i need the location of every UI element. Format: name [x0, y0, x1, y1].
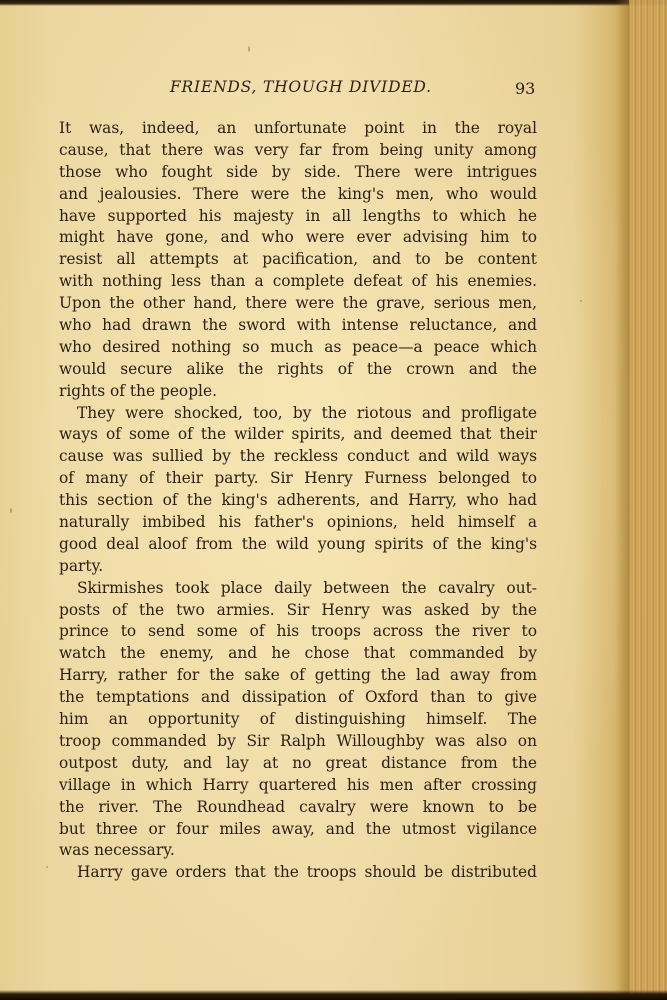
text-line: village in which Harry quartered his men after crossing — [59, 775, 537, 794]
text-line: watch the enemy, and he chose that commanded by — [59, 644, 537, 663]
text-line: who had drawn the sword with intense reluctance, and — [59, 316, 537, 335]
text-line: Harry gave orders that the troops should be distributed — [77, 863, 537, 882]
text-line: outpost duty, and lay at no great distance from the — [59, 753, 537, 772]
text-line: It was, indeed, an unfortunate point in the royal — [59, 119, 537, 137]
text-line: cause, that there was very far from being unity among — [59, 140, 537, 159]
page-bottom-edge — [0, 990, 667, 1000]
text-line: with nothing less than a complete defeat of his enemies. — [59, 272, 537, 291]
page-number: 93 — [515, 79, 536, 98]
text-line: cause was sullied by the reckless conduct and wild ways — [59, 447, 537, 466]
text-line: troop commanded by Sir Ralph Willoughby was also on — [59, 731, 537, 750]
page-stack-edge — [629, 0, 667, 1000]
text-line: him an opportunity of distinguishing himself. The — [59, 710, 537, 729]
text-line: prince to send some of his troops across the river to — [59, 622, 537, 641]
text-line: those who fought side by side. There were intrigues — [59, 162, 537, 181]
text-line: the temptations and dissipation of Oxford than to give — [59, 688, 537, 707]
text-line: the river. The Roundhead cavalry were known to be — [59, 797, 537, 816]
text-line: resist all attempts at pacification, and to be content — [59, 250, 537, 269]
text-line: posts of the two armies. Sir Henry was asked by the — [59, 600, 537, 619]
text-line: party. — [59, 556, 104, 575]
text-line: good deal aloof from the wild young spirits of the king's — [59, 534, 537, 553]
text-line: Upon the other hand, there were the grave, serious men, — [59, 294, 537, 313]
text-line: ways of some of the wilder spirits, and deemed that their — [59, 425, 537, 444]
text-line: have supported his majesty in all lengths to which he — [59, 206, 537, 225]
text-line: Skirmishes took place daily between the cavalry out- — [77, 578, 537, 597]
text-line: this section of the king's adherents, and Harry, who had — [59, 491, 537, 510]
text-line: naturally imbibed his father's opinions, held himself a — [59, 513, 537, 532]
text-line: but three or four miles away, and the utmost vigilance — [59, 819, 537, 838]
text-line: might have gone, and who were ever advising him to — [59, 228, 537, 247]
text-line: was necessary. — [59, 841, 175, 860]
text-line: rights of the people. — [59, 381, 217, 400]
body-text — [59, 118, 537, 884]
text-line: Harry, rather for the sake of getting the lad away from — [59, 666, 537, 685]
text-line: and jealousies. There were the king's men, who would — [59, 184, 537, 203]
text-line: They were shocked, too, by the riotous and profligate — [77, 403, 537, 422]
page-top-edge — [0, 0, 667, 6]
text-line: would secure alike the rights of the crown and the — [59, 359, 537, 378]
text-line: of many of their party. Sir Henry Furness belonged to — [59, 469, 537, 488]
running-title: FRIENDS, THOUGH DIVIDED. — [170, 78, 432, 96]
text-line: who desired nothing so much as peace—a peace which — [59, 337, 537, 356]
